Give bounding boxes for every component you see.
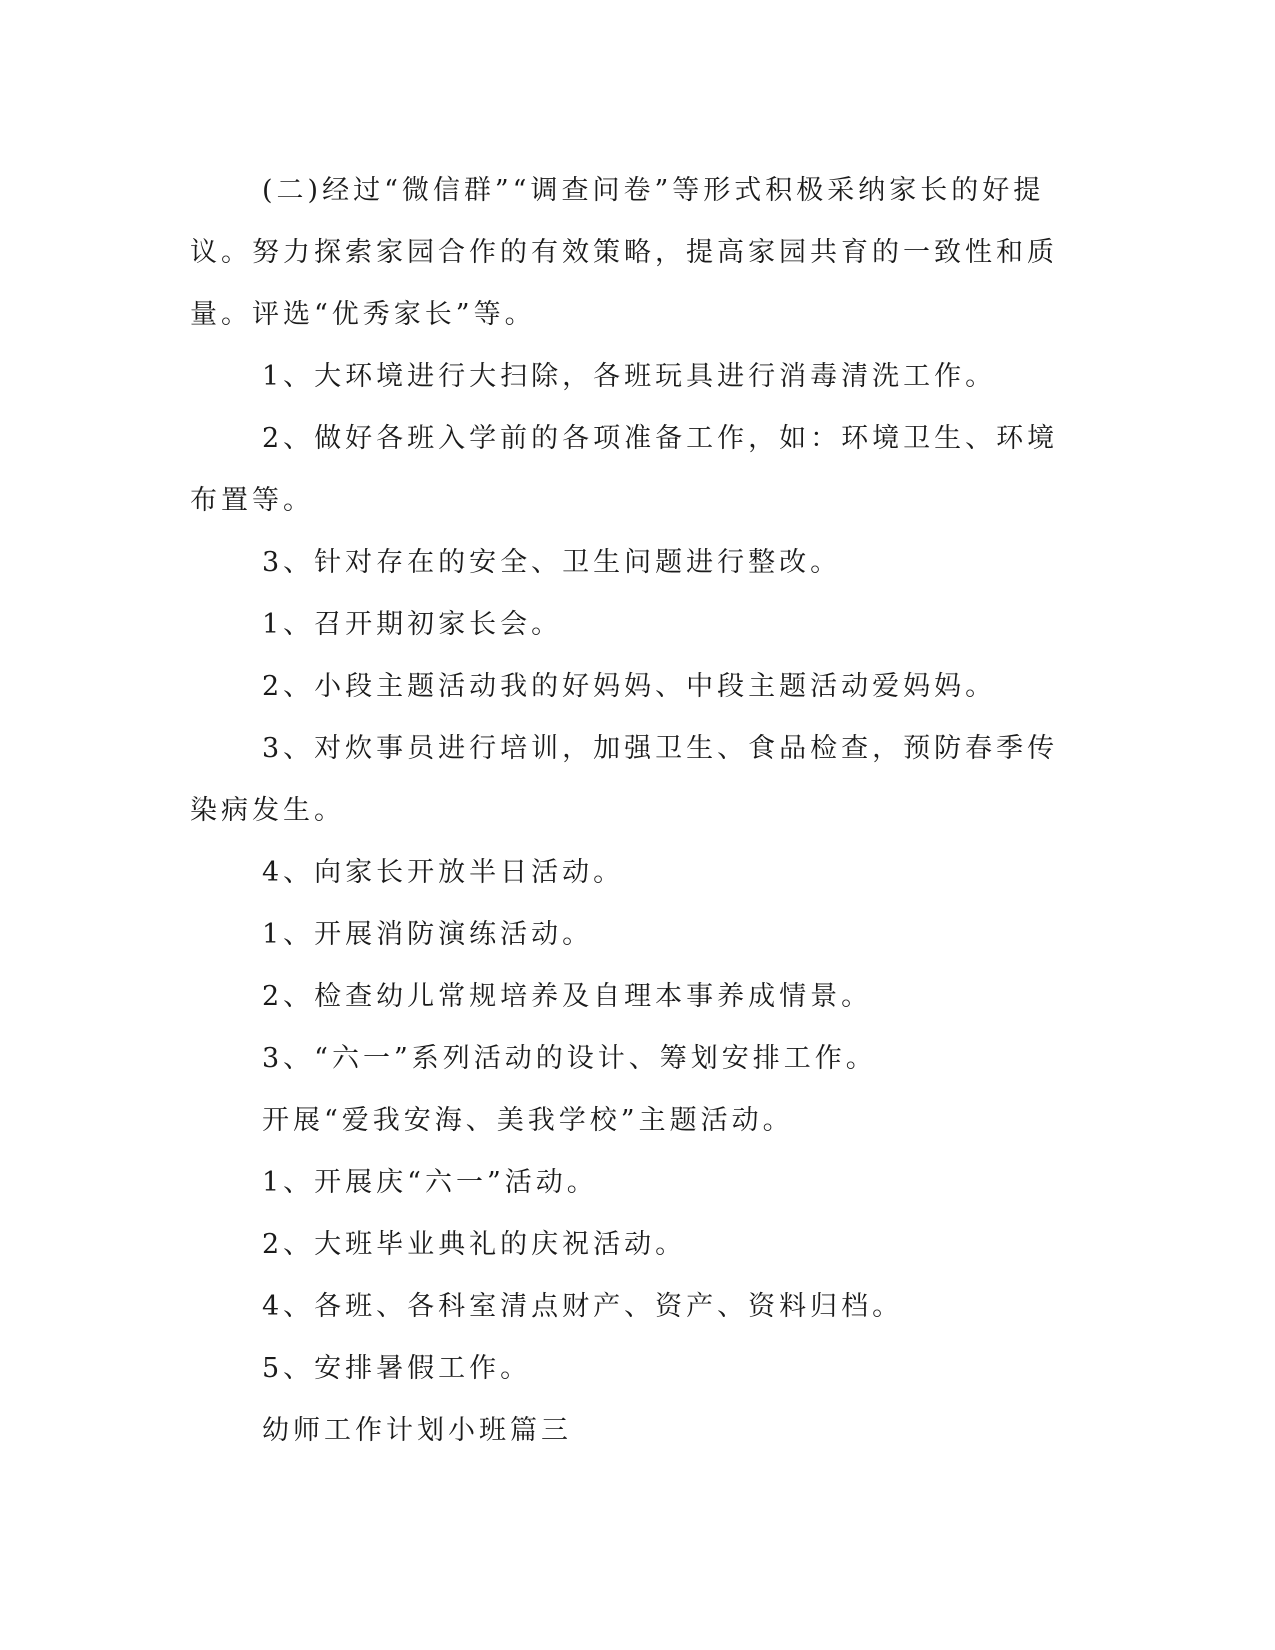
paragraph-parent-meeting: 1、召开期初家长会。: [262, 609, 563, 640]
paragraph-school-theme: 开展“爱我安海、美我学校”主题活动。: [262, 1105, 794, 1136]
paragraph-fire-drill: 1、开展消防演练活动。: [262, 919, 594, 950]
paragraph-graduation: 2、大班毕业典礼的庆祝活动。: [262, 1229, 687, 1260]
section-heading: 幼师工作计划小班篇三: [262, 1415, 572, 1446]
paragraph-parent-suggestions: (二)经过“微信群”“调查问卷”等形式积极采纳家长的好提议。努力探索家园合作的有效策略，提高家园共育的一致性和质量。评选“优秀家长”等。: [190, 175, 1058, 330]
document-body: [190, 160, 1080, 1462]
paragraph-routine-check: 2、检查幼儿常规培养及自理本事养成情景。: [262, 981, 873, 1012]
paragraph-children-day-planning: 3、“六一”系列活动的设计、筹划安排工作。: [262, 1043, 877, 1074]
paragraph-inventory: 4、各班、各科室清点财产、资产、资料归档。: [262, 1291, 904, 1322]
paragraph-safety-rectification: 3、针对存在的安全、卫生问题进行整改。: [262, 547, 842, 578]
paragraph-open-day: 4、向家长开放半日活动。: [262, 857, 625, 888]
paragraph-theme-activities: 2、小段主题活动我的好妈妈、中段主题活动爱妈妈。: [262, 671, 997, 702]
paragraph-preparation: 2、做好各班入学前的各项准备工作，如：环境卫生、环境布置等。: [190, 423, 1059, 516]
paragraph-cleanup: 1、大环境进行大扫除，各班玩具进行消毒清洗工作。: [262, 361, 997, 392]
paragraph-summer-vacation: 5、安排暑假工作。: [262, 1353, 532, 1384]
paragraph-cook-training: 3、对炊事员进行培训，加强卫生、食品检查，预防春季传染病发生。: [190, 733, 1059, 826]
paragraph-children-day-celebration: 1、开展庆“六一”活动。: [262, 1167, 598, 1198]
